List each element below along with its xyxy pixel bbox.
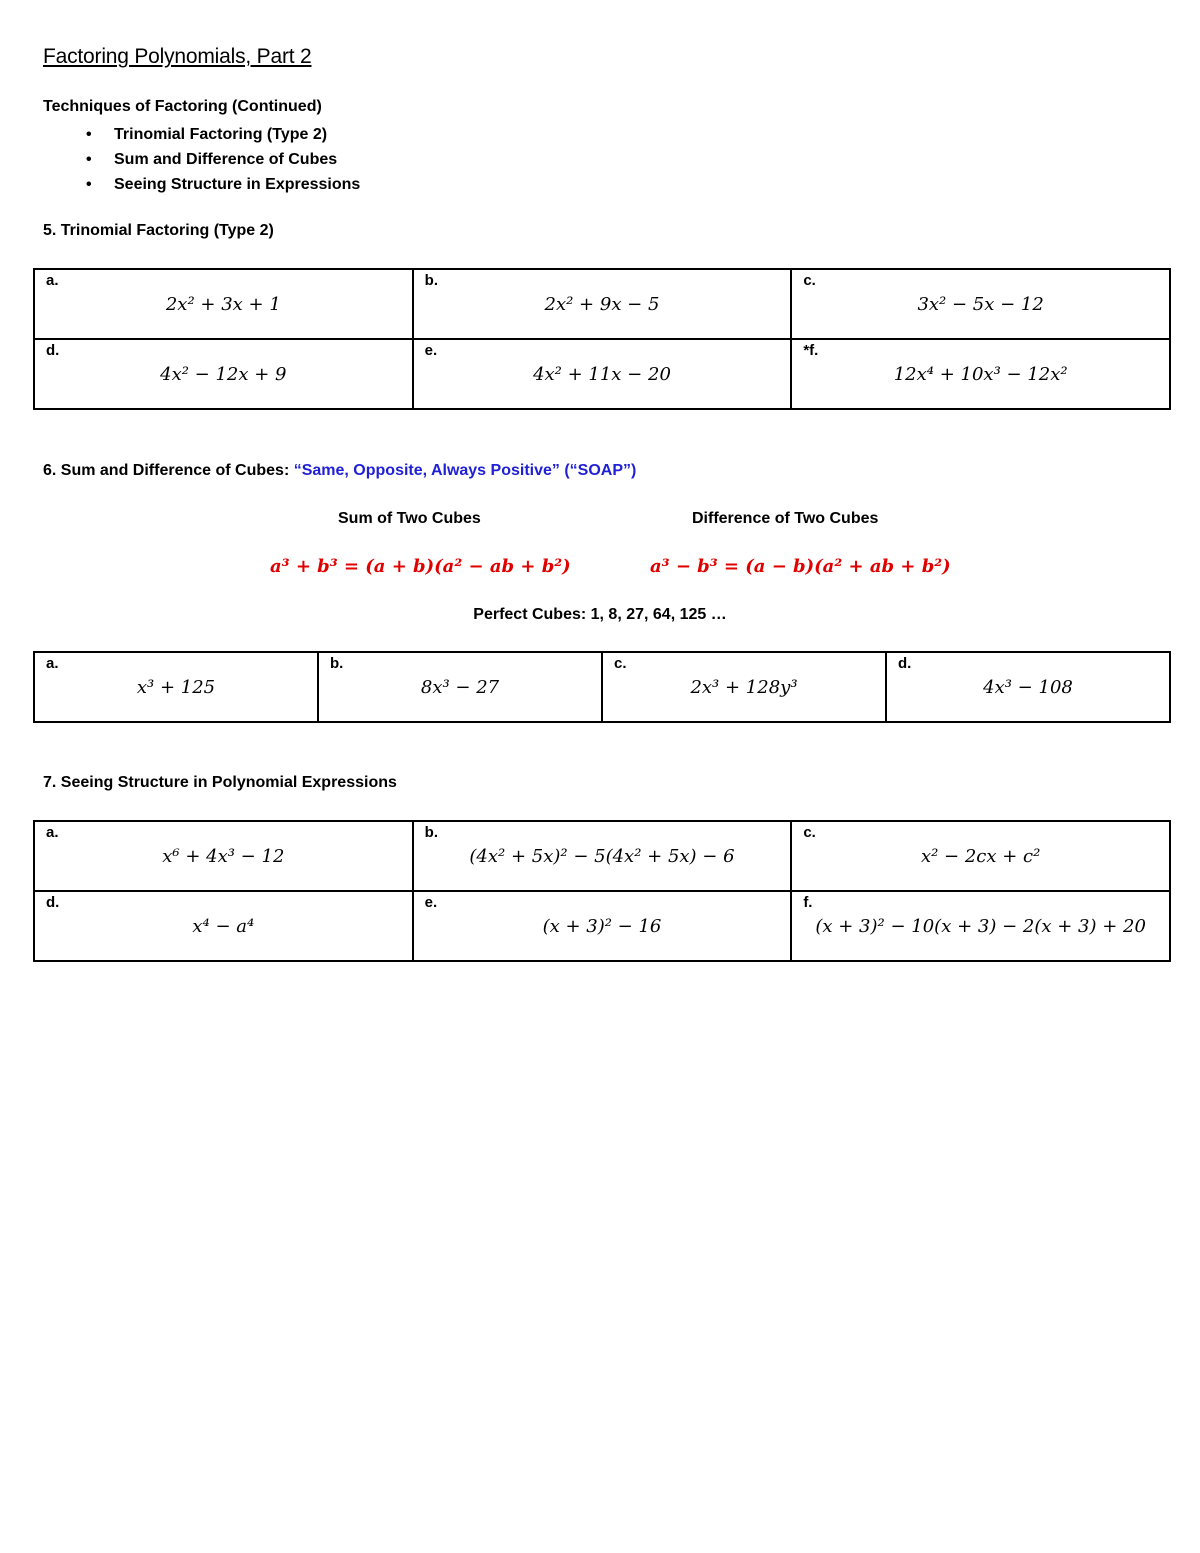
problem-label: c. <box>803 272 816 289</box>
section-7-heading: 7. Seeing Structure in Polynomial Expressions <box>43 774 397 791</box>
problem-cell <box>34 339 413 409</box>
perfect-cubes: Perfect Cubes: 1, 8, 27, 64, 125 … <box>473 606 727 623</box>
list-item: • Trinomial Factoring (Type 2) <box>86 124 360 149</box>
problem-label: d. <box>46 894 60 911</box>
problem-expression: 8x³ − 27 <box>420 677 500 698</box>
bullet-icon: • <box>86 126 92 143</box>
problem-cell <box>791 339 1170 409</box>
section-5-table <box>33 268 1171 410</box>
problem-label: a. <box>46 272 59 289</box>
problem-label: *f. <box>803 342 819 359</box>
problem-label: e. <box>424 894 438 911</box>
page-title: Factoring Polynomials, Part 2 <box>43 45 312 68</box>
difference-cubes-formula: a³ − b³ = (a − b)(a² + ab + b²) <box>650 556 951 577</box>
difference-cubes-title: Difference of Two Cubes <box>692 510 879 527</box>
problem-cell <box>413 891 792 961</box>
sum-cubes-formula: a³ + b³ = (a + b)(a² − ab + b²) <box>270 556 571 577</box>
problem-cell <box>318 652 602 722</box>
problem-expression: (4x² + 5x)² − 5(4x² + 5x) − 6 <box>469 846 735 867</box>
problem-cell <box>34 269 413 339</box>
section-5-heading: 5. Trinomial Factoring (Type 2) <box>43 222 274 239</box>
problem-expression: x³ + 125 <box>136 677 216 698</box>
problem-expression: x⁴ − a⁴ <box>192 916 255 937</box>
bullet-icon: • <box>86 151 92 168</box>
list-item: • Sum and Difference of Cubes <box>86 149 360 174</box>
problem-expression: x⁶ + 4x³ − 12 <box>162 846 285 867</box>
problem-cell <box>34 652 318 722</box>
problem-expression: 4x³ − 108 <box>983 677 1073 698</box>
problem-expression: x² − 2cx + c² <box>920 846 1041 867</box>
subtitle: Techniques of Factoring (Continued) <box>43 98 322 115</box>
section-7-table <box>33 820 1171 962</box>
section-6-heading: 6. Sum and Difference of Cubes: “Same, Opposite, Always Positive” (“SOAP”) <box>43 462 637 479</box>
problem-cell <box>791 269 1170 339</box>
problem-expression: 4x² − 12x + 9 <box>160 364 287 385</box>
problem-label: c. <box>803 824 816 841</box>
problem-cell <box>34 821 413 891</box>
problem-label: a. <box>46 824 59 841</box>
problem-cell <box>413 821 792 891</box>
problem-cell <box>791 891 1170 961</box>
problem-label: b. <box>424 272 438 289</box>
problem-cell <box>34 891 413 961</box>
problem-label: b. <box>330 655 344 672</box>
problem-expression: 4x² + 11x − 20 <box>533 364 671 385</box>
problem-expression: 2x³ + 128y³ <box>690 677 798 698</box>
problem-expression: 3x² − 5x − 12 <box>917 294 1044 315</box>
problem-label: c. <box>614 655 627 672</box>
topic-list <box>86 124 360 199</box>
problem-label: f. <box>803 894 813 911</box>
problem-expression: 2x² + 9x − 5 <box>544 294 660 315</box>
problem-expression: (x + 3)² − 16 <box>542 916 662 937</box>
bullet-icon: • <box>86 176 92 193</box>
problem-label: b. <box>424 824 438 841</box>
soap-mnemonic: “Same, Opposite, Always Positive” (“SOAP”) <box>293 462 637 479</box>
problem-expression: (x + 3)² − 10(x + 3) − 2(x + 3) + 20 <box>815 916 1146 937</box>
problem-label: d. <box>46 342 60 359</box>
section-6-table <box>33 651 1171 723</box>
list-item: • Seeing Structure in Expressions <box>86 174 360 199</box>
problem-cell <box>791 821 1170 891</box>
problem-label: e. <box>424 342 438 359</box>
problem-label: d. <box>898 655 912 672</box>
problem-expression: 2x² + 3x + 1 <box>165 294 281 315</box>
problem-cell <box>886 652 1170 722</box>
problem-cell <box>413 269 792 339</box>
problem-cell <box>413 339 792 409</box>
problem-expression: 12x⁴ + 10x³ − 12x² <box>893 364 1068 385</box>
sum-cubes-title: Sum of Two Cubes <box>338 510 481 527</box>
problem-label: a. <box>46 655 59 672</box>
problem-cell <box>602 652 886 722</box>
